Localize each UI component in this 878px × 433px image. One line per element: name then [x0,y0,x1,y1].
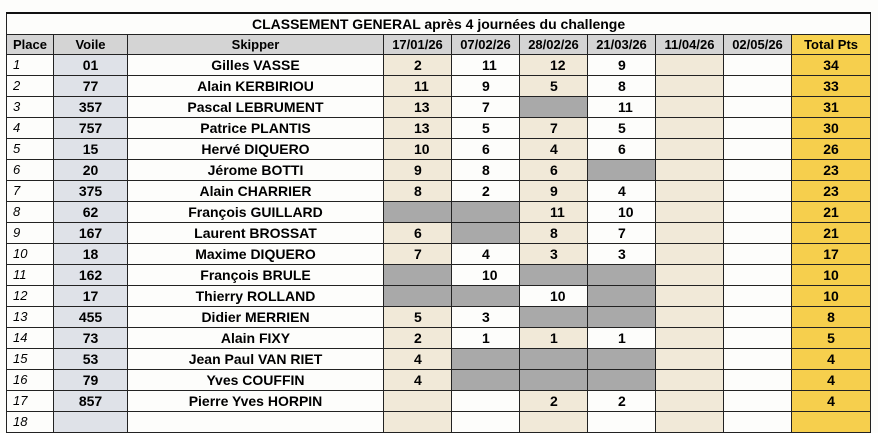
skipper-cell: Pascal LEBRUMENT [128,97,384,118]
score-cell-day-2: 11 [452,55,520,76]
voile-cell: 62 [54,202,128,223]
score-cell-day-4: 10 [588,202,656,223]
place-cell: 17 [7,391,54,412]
header-total: Total Pts [792,35,871,55]
header-voile: Voile [54,35,128,55]
place-cell: 7 [7,181,54,202]
skipper-cell: Maxime DIQUERO [128,244,384,265]
header-date-2: 07/02/26 [452,35,520,55]
place-cell: 8 [7,202,54,223]
score-cell-day-4 [588,160,656,181]
score-cell-day-5 [656,244,724,265]
score-cell-day-4 [588,412,656,433]
score-cell-day-3: 9 [520,181,588,202]
total-points-cell: 26 [792,139,871,160]
score-cell-day-1: 5 [384,307,452,328]
total-points-cell: 31 [792,97,871,118]
score-cell-day-2 [452,286,520,307]
table-row [7,76,871,97]
score-cell-day-1: 13 [384,118,452,139]
score-cell-day-4: 4 [588,181,656,202]
score-cell-day-5 [656,76,724,97]
skipper-cell: François GUILLARD [128,202,384,223]
voile-cell: 15 [54,139,128,160]
skipper-cell: Pierre Yves HORPIN [128,391,384,412]
score-cell-day-1: 8 [384,181,452,202]
skipper-cell: Hervé DIQUERO [128,139,384,160]
skipper-cell: Jean Paul VAN RIET [128,349,384,370]
header-place: Place [7,35,54,55]
score-cell-day-1: 13 [384,97,452,118]
place-cell: 9 [7,223,54,244]
score-cell-day-6 [724,202,792,223]
score-cell-day-4: 1 [588,328,656,349]
score-cell-day-5 [656,139,724,160]
score-cell-day-3: 12 [520,55,588,76]
place-cell: 18 [7,412,54,433]
voile-cell: 167 [54,223,128,244]
skipper-cell: François BRULE [128,265,384,286]
place-cell: 13 [7,307,54,328]
score-cell-day-1: 7 [384,244,452,265]
table-row [7,328,871,349]
score-cell-day-6 [724,139,792,160]
total-points-cell: 10 [792,286,871,307]
score-cell-day-6 [724,412,792,433]
table-row [7,370,871,391]
skipper-cell [128,412,384,433]
place-cell: 4 [7,118,54,139]
score-cell-day-3: 1 [520,328,588,349]
table-row [7,286,871,307]
score-cell-day-6 [724,265,792,286]
voile-cell: 17 [54,286,128,307]
total-points-cell: 34 [792,55,871,76]
ranking-rows [7,55,871,433]
score-cell-day-1 [384,391,452,412]
score-cell-day-1: 11 [384,76,452,97]
score-cell-day-3 [520,370,588,391]
score-cell-day-1 [384,265,452,286]
score-cell-day-4 [588,286,656,307]
score-cell-day-6 [724,370,792,391]
score-cell-day-2: 1 [452,328,520,349]
score-cell-day-5 [656,97,724,118]
score-cell-day-4: 3 [588,244,656,265]
skipper-cell: Thierry ROLLAND [128,286,384,307]
score-cell-day-5 [656,349,724,370]
score-cell-day-2 [452,412,520,433]
table-row [7,202,871,223]
score-cell-day-6 [724,181,792,202]
total-points-cell: 4 [792,391,871,412]
table-row [7,307,871,328]
table-row [7,223,871,244]
voile-cell: 01 [54,55,128,76]
score-cell-day-2 [452,202,520,223]
score-cell-day-6 [724,286,792,307]
total-points-cell: 30 [792,118,871,139]
score-cell-day-3: 2 [520,391,588,412]
score-cell-day-2 [452,391,520,412]
score-cell-day-3: 5 [520,76,588,97]
skipper-cell: Patrice PLANTIS [128,118,384,139]
score-cell-day-2: 2 [452,181,520,202]
score-cell-day-2 [452,223,520,244]
score-cell-day-6 [724,307,792,328]
score-cell-day-3 [520,97,588,118]
voile-cell: 857 [54,391,128,412]
score-cell-day-1 [384,412,452,433]
voile-cell: 79 [54,370,128,391]
table-row [7,181,871,202]
score-cell-day-5 [656,181,724,202]
total-points-cell: 21 [792,202,871,223]
place-cell: 11 [7,265,54,286]
score-cell-day-5 [656,307,724,328]
score-cell-day-2: 7 [452,97,520,118]
voile-cell: 18 [54,244,128,265]
score-cell-day-6 [724,349,792,370]
score-cell-day-1: 6 [384,223,452,244]
header-date-6: 02/05/26 [724,35,792,55]
score-cell-day-6 [724,160,792,181]
header-date-5: 11/04/26 [656,35,724,55]
total-points-cell: 4 [792,349,871,370]
total-points-cell: 8 [792,307,871,328]
score-cell-day-3: 10 [520,286,588,307]
score-cell-day-3 [520,307,588,328]
score-cell-day-3 [520,349,588,370]
place-cell: 12 [7,286,54,307]
total-points-cell: 4 [792,370,871,391]
score-cell-day-1: 2 [384,328,452,349]
table-row [7,55,871,76]
skipper-cell: Didier MERRIEN [128,307,384,328]
score-cell-day-4: 8 [588,76,656,97]
voile-cell: 20 [54,160,128,181]
table-row [7,412,871,433]
score-cell-day-5 [656,286,724,307]
place-cell: 14 [7,328,54,349]
total-points-cell: 23 [792,160,871,181]
score-cell-day-4 [588,307,656,328]
total-points-cell: 23 [792,181,871,202]
score-cell-day-3 [520,412,588,433]
score-cell-day-2: 8 [452,160,520,181]
score-cell-day-5 [656,265,724,286]
total-points-cell: 17 [792,244,871,265]
score-cell-day-2: 10 [452,265,520,286]
header-date-4: 21/03/26 [588,35,656,55]
ranking-table [6,12,871,433]
voile-cell: 77 [54,76,128,97]
score-cell-day-4: 11 [588,97,656,118]
score-cell-day-6 [724,328,792,349]
table-row [7,391,871,412]
place-cell: 1 [7,55,54,76]
score-cell-day-3: 6 [520,160,588,181]
score-cell-day-6 [724,97,792,118]
skipper-cell: Alain FIXY [128,328,384,349]
score-cell-day-2: 5 [452,118,520,139]
voile-cell: 73 [54,328,128,349]
score-cell-day-1: 10 [384,139,452,160]
score-cell-day-6 [724,76,792,97]
score-cell-day-3: 4 [520,139,588,160]
score-cell-day-6 [724,391,792,412]
score-cell-day-4: 2 [588,391,656,412]
place-cell: 5 [7,139,54,160]
skipper-cell: Laurent BROSSAT [128,223,384,244]
place-cell: 10 [7,244,54,265]
score-cell-day-5 [656,223,724,244]
score-cell-day-1 [384,202,452,223]
score-cell-day-6 [724,118,792,139]
score-cell-day-1: 4 [384,349,452,370]
place-cell: 16 [7,370,54,391]
score-cell-day-5 [656,160,724,181]
voile-cell [54,412,128,433]
place-cell: 2 [7,76,54,97]
score-cell-day-5 [656,412,724,433]
score-cell-day-4 [588,265,656,286]
table-row [7,349,871,370]
place-cell: 6 [7,160,54,181]
score-cell-day-3: 7 [520,118,588,139]
voile-cell: 757 [54,118,128,139]
total-points-cell [792,412,871,433]
table-row [7,118,871,139]
score-cell-day-4 [588,370,656,391]
skipper-cell: Yves COUFFIN [128,370,384,391]
score-cell-day-2: 4 [452,244,520,265]
score-cell-day-6 [724,55,792,76]
score-cell-day-2: 6 [452,139,520,160]
table-row [7,97,871,118]
table-row [7,244,871,265]
total-points-cell: 5 [792,328,871,349]
score-cell-day-3: 3 [520,244,588,265]
place-cell: 3 [7,97,54,118]
score-cell-day-6 [724,244,792,265]
score-cell-day-4: 9 [588,55,656,76]
total-points-cell: 21 [792,223,871,244]
score-cell-day-1: 4 [384,370,452,391]
score-cell-day-1: 2 [384,55,452,76]
skipper-cell: Alain CHARRIER [128,181,384,202]
table-row [7,139,871,160]
voile-cell: 357 [54,97,128,118]
score-cell-day-5 [656,55,724,76]
score-cell-day-5 [656,202,724,223]
header-date-1: 17/01/26 [384,35,452,55]
table-row [7,160,871,181]
header-date-3: 28/02/26 [520,35,588,55]
score-cell-day-5 [656,370,724,391]
total-points-cell: 33 [792,76,871,97]
score-cell-day-1 [384,286,452,307]
score-cell-day-2 [452,349,520,370]
score-cell-day-4: 7 [588,223,656,244]
score-cell-day-2: 9 [452,76,520,97]
score-cell-day-3 [520,265,588,286]
table-row [7,265,871,286]
table-title: CLASSEMENT GENERAL après 4 journées du challenge [7,13,871,35]
voile-cell: 455 [54,307,128,328]
score-cell-day-4: 5 [588,118,656,139]
total-points-cell: 10 [792,265,871,286]
score-cell-day-5 [656,328,724,349]
skipper-cell: Jérome BOTTI [128,160,384,181]
place-cell: 15 [7,349,54,370]
voile-cell: 375 [54,181,128,202]
score-cell-day-1: 9 [384,160,452,181]
score-cell-day-3: 8 [520,223,588,244]
score-cell-day-4 [588,349,656,370]
skipper-cell: Gilles VASSE [128,55,384,76]
voile-cell: 162 [54,265,128,286]
score-cell-day-5 [656,118,724,139]
score-cell-day-2 [452,370,520,391]
score-cell-day-4: 6 [588,139,656,160]
score-cell-day-2: 3 [452,307,520,328]
header-skipper: Skipper [128,35,384,55]
voile-cell: 53 [54,349,128,370]
skipper-cell: Alain KERBIRIOU [128,76,384,97]
score-cell-day-5 [656,391,724,412]
score-cell-day-6 [724,223,792,244]
score-cell-day-3: 11 [520,202,588,223]
